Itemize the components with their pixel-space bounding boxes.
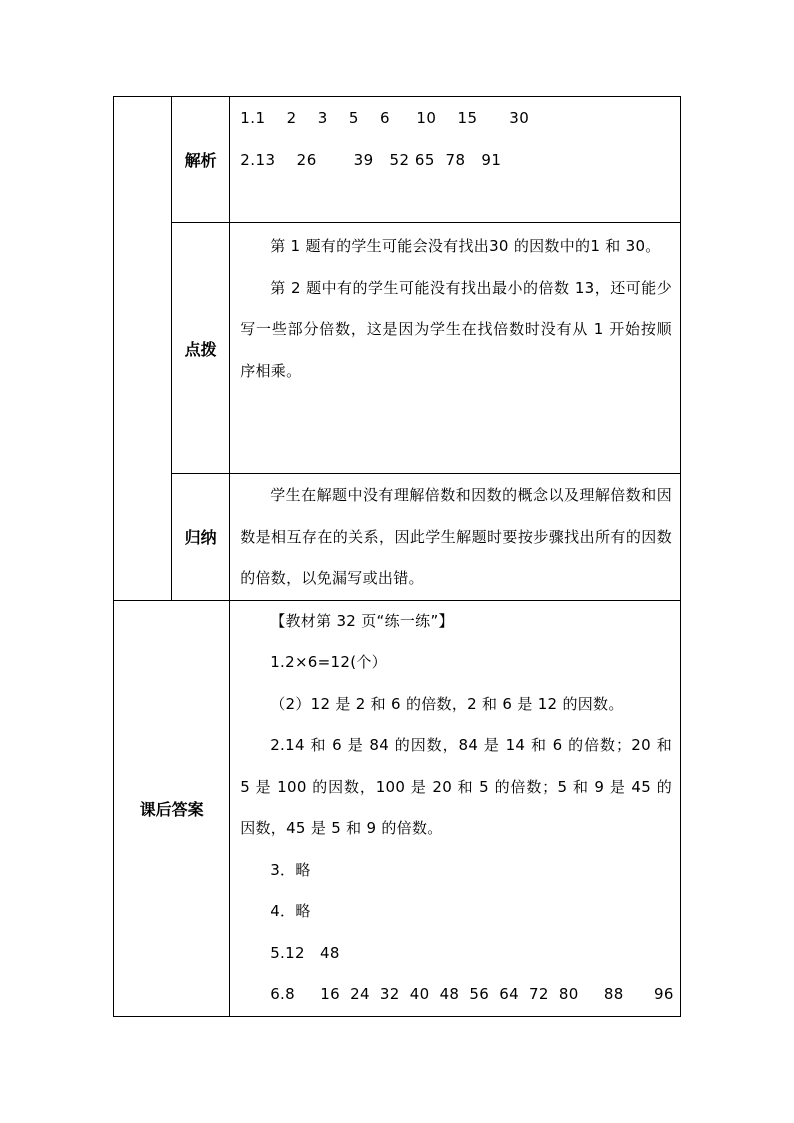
answers-line-6: 5.12 48 (270, 943, 340, 962)
answers-line-2: （2）12 是 2 和 6 的倍数，2 和 6 是 12 的因数。 (270, 694, 624, 713)
dianbo-para-2: 第 2 题中有的学生可能没有找出最小的倍数 13，还可能少写一些部分倍数，这是因为学生在找倍数时没有从 1 开始按顺序相乘。 (240, 278, 672, 380)
blank-left-cell (114, 97, 172, 601)
jiexi-line-1: 1.1 2 3 5 6 10 15 30 (240, 109, 530, 127)
answers-line-7: 6.8 16 24 32 40 48 56 64 72 80 88 96 (270, 985, 674, 1003)
content-answers (230, 600, 681, 1016)
label-jiexi: 解析 (172, 97, 230, 223)
label-dianbo: 点拨 (172, 223, 230, 474)
jiexi-line-2: 2.13 26 39 52 65 78 91 (240, 150, 502, 169)
label-answers: 课后答案 (114, 600, 230, 1016)
label-guina: 归纳 (172, 474, 230, 601)
answers-line-5: 4．略 (270, 902, 311, 920)
dianbo-para-1: 第 1 题有的学生可能会没有找出30 的因数中的1 和 30。 (270, 237, 661, 255)
row-jiexi (114, 97, 681, 223)
row-answers (114, 600, 681, 1016)
guina-para: 学生在解题中没有理解倍数和因数的概念以及理解倍数和因数是相互存在的关系，因此学生解题时要按步骤找出所有的因数的倍数，以免漏写或出错。 (240, 486, 672, 587)
answers-heading: 【教材第 32 页“练一练”】 (270, 611, 454, 630)
content-guina (230, 474, 681, 601)
answers-line-1: 1.2×6=12(个） (270, 653, 387, 671)
answers-line-4: 3．略 (270, 860, 311, 879)
row-dianbo (114, 223, 681, 474)
answer-table (113, 96, 681, 1017)
content-jiexi (230, 97, 681, 223)
content-dianbo (230, 223, 681, 474)
answers-line-3: 2.14 和 6 是 84 的因数，84 是 14 和 6 的倍数；20 和 5 是 100 的因数，100 是 20 和 5 的倍数；5 和 9 是 45 的因数，45 是 5 和 9 的倍数。 (240, 736, 672, 837)
row-guina (114, 474, 681, 601)
